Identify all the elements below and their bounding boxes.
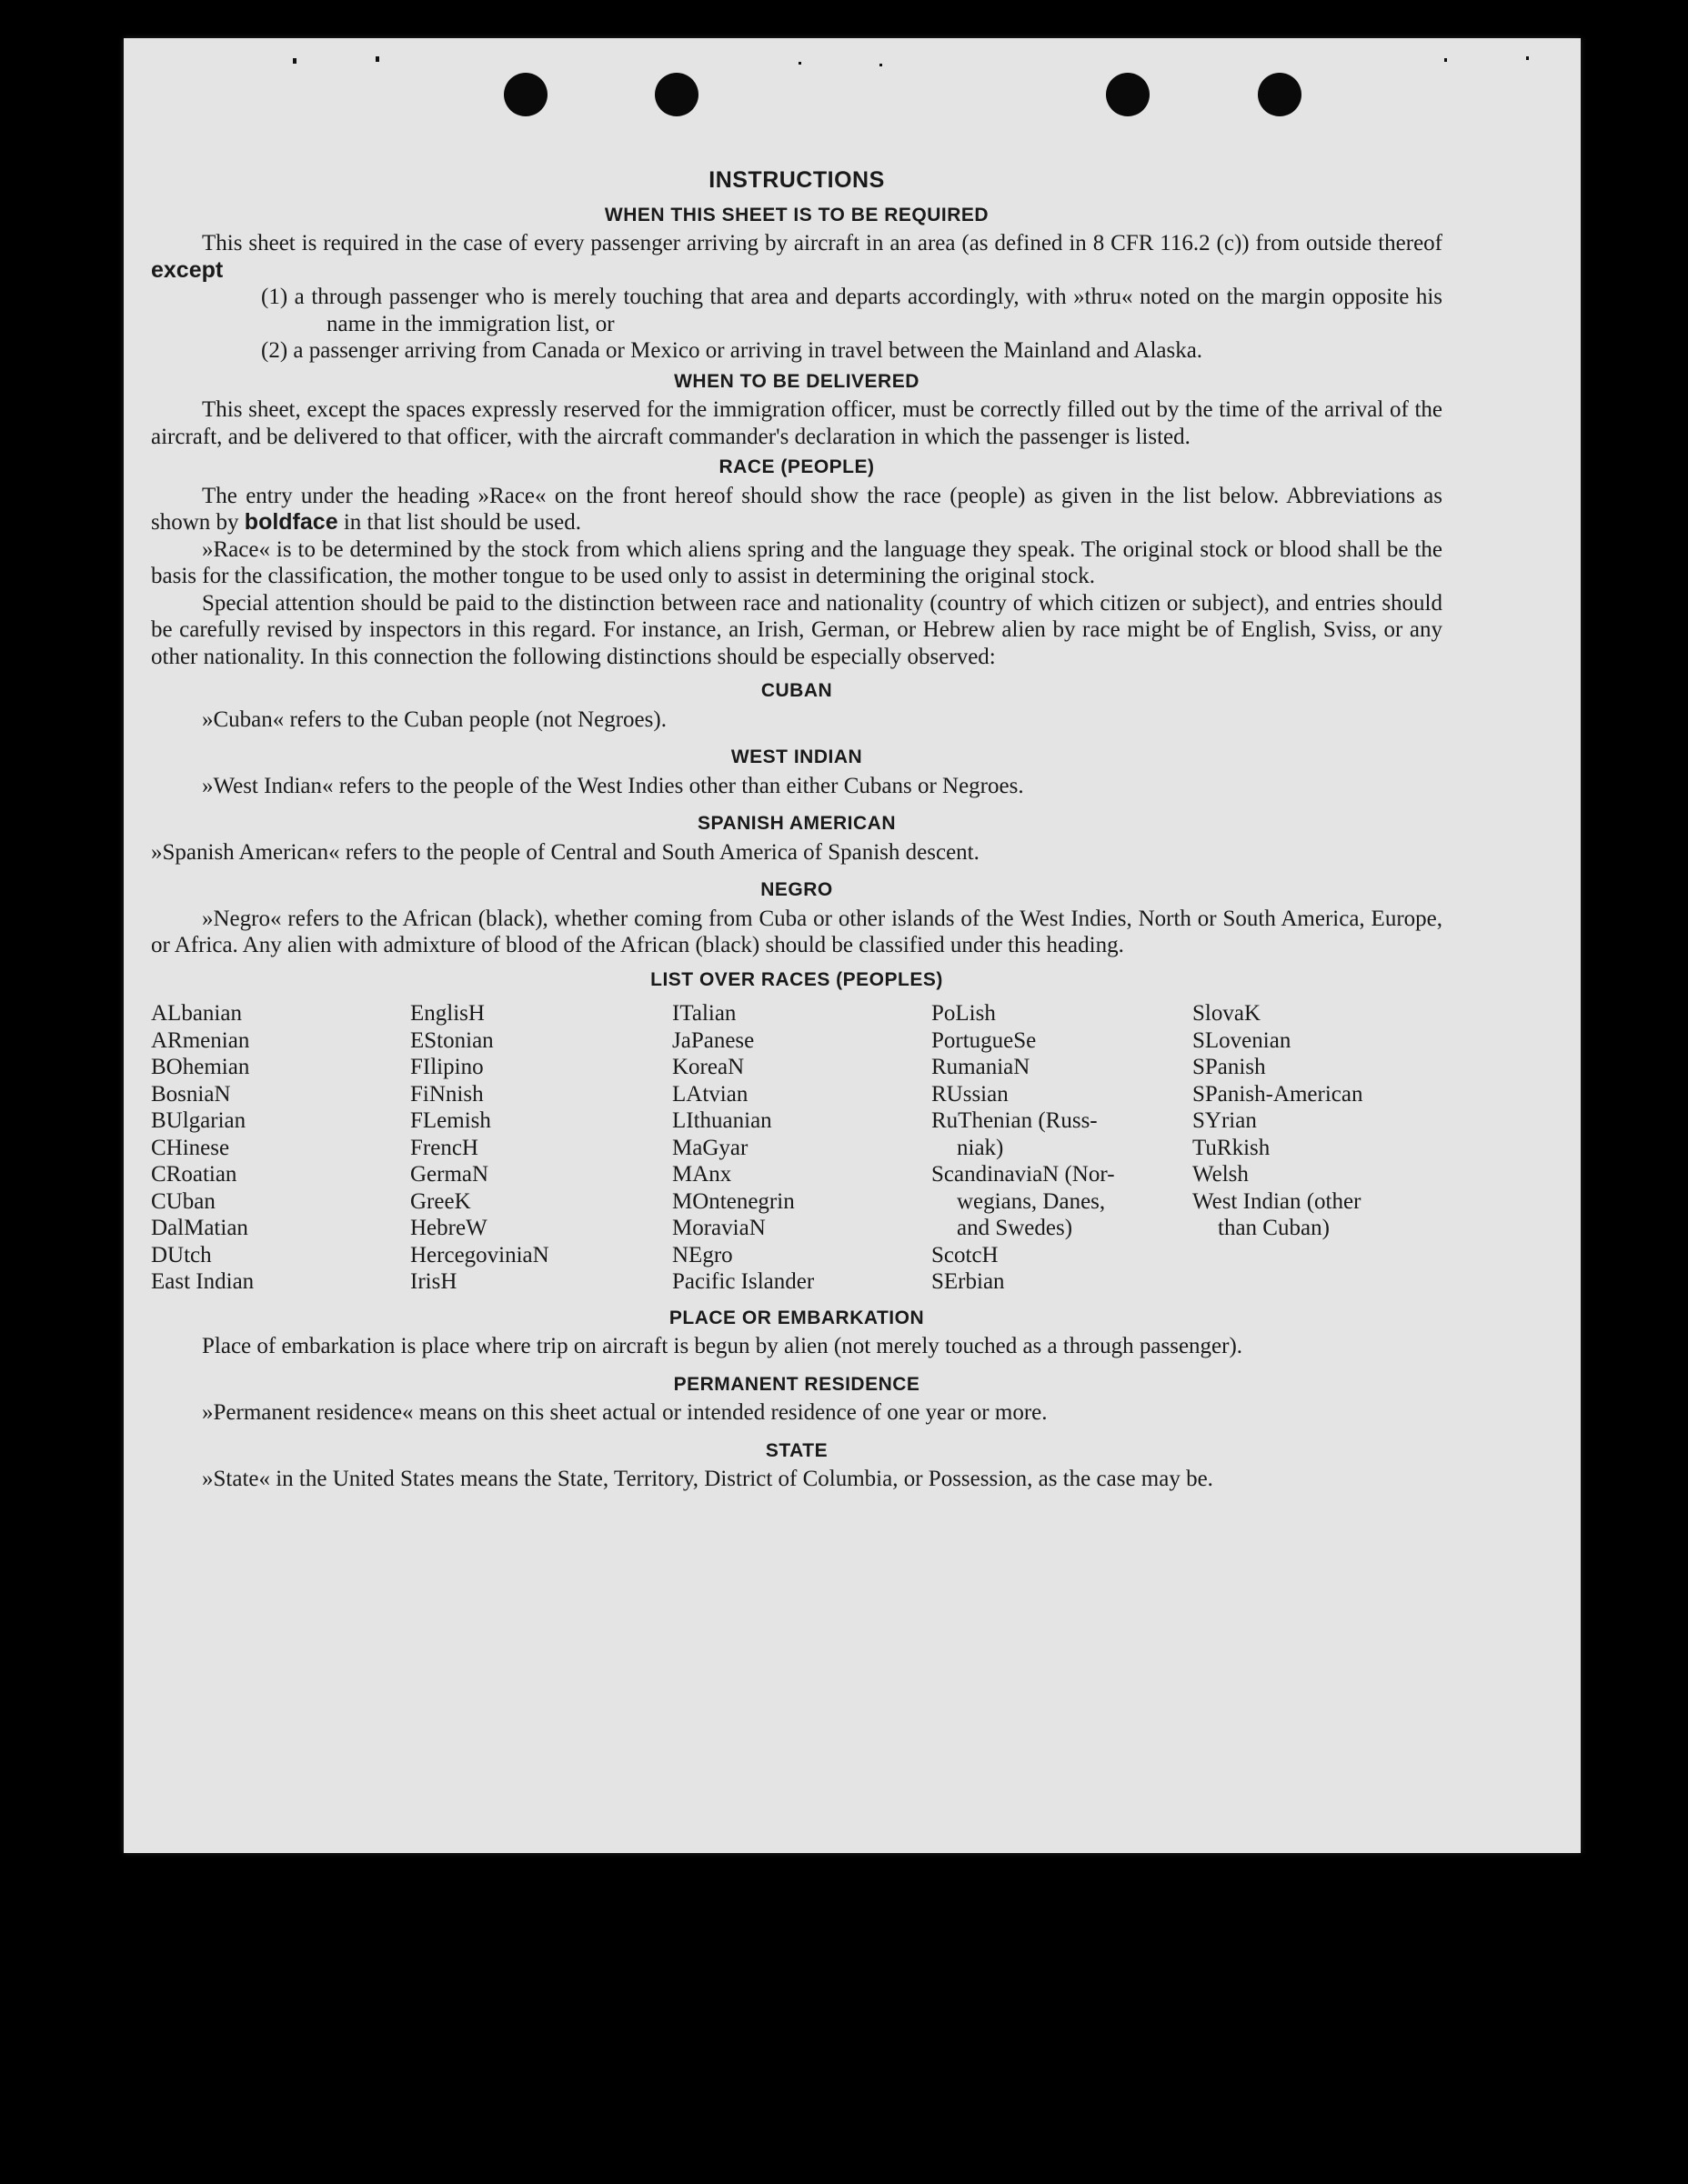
speck-mark	[879, 64, 882, 66]
cuban-text: »Cuban« refers to the Cuban people (not Negroes).	[202, 706, 667, 732]
race-entry: SPanish-American	[1192, 1081, 1363, 1107]
page-title: INSTRUCTIONS	[708, 167, 885, 193]
race-entry: IrisH	[410, 1269, 457, 1294]
race-entry: BUlgarian	[151, 1108, 246, 1133]
required-intro-bold: except	[151, 256, 224, 283]
speck-mark	[1526, 56, 1529, 60]
race-entry: JaPanese	[672, 1027, 755, 1053]
race-entry: KoreaN	[672, 1055, 745, 1079]
races-column-5	[1192, 1000, 1442, 1296]
race-entry-continuation: wegians, Danes,	[957, 1188, 1106, 1214]
race-entry: SlovaK	[1192, 1001, 1261, 1026]
race-paragraph-3: Special attention should be paid to the distinction between race and nationality (country of which citizen or subject), and entries should be carefully revised by inspectors in this regard. For instance, an Irish, German, or Hebrew alien by race might be of English, Sviss, or any other nationality. In this connection the following distinctions should be especially observed:	[151, 590, 1442, 669]
race-entry: BosniaN	[151, 1081, 231, 1107]
section-heading-negro: NEGRO	[760, 879, 833, 900]
race-entry: CHinese	[151, 1135, 230, 1160]
section-heading-residence: PERMANENT RESIDENCE	[673, 1373, 920, 1395]
race-entry: East Indian	[151, 1269, 255, 1294]
instructions-content	[151, 162, 1442, 1493]
required-item-2: (2) a passenger arriving from Canada or Mexico or arriving in travel between the Mainland and Alaska.	[261, 338, 1203, 363]
west-indian-text: »West Indian« refers to the people of the West Indies other than either Cubans or Negroes.	[202, 773, 1024, 798]
race-entry: SYrian	[1192, 1108, 1257, 1133]
race-entry: ScandinaviaN (Nor-	[931, 1162, 1115, 1187]
race-entry: LAtvian	[672, 1081, 749, 1107]
punch-hole	[655, 73, 698, 116]
race-entry: West Indian (other	[1192, 1188, 1361, 1214]
section-heading-embarkation: PLACE OR EMBARKATION	[668, 1307, 925, 1328]
races-column-1	[151, 1000, 410, 1296]
race-entry: FIlipino	[410, 1055, 484, 1079]
spanish-american-text: »Spanish American« refers to the people of Central and South America of Spanish descent.	[151, 839, 980, 865]
speck-mark	[376, 56, 379, 62]
punch-hole	[504, 73, 548, 116]
race-entry: ALbanian	[151, 1001, 242, 1026]
state-text: »State« in the United States means the State, Territory, District of Columbia, or Possession, as the case may be.	[202, 1467, 1213, 1491]
race-entry: MAnx	[672, 1162, 732, 1187]
race-entry: MOntenegrin	[672, 1188, 795, 1214]
speck-mark	[293, 58, 296, 64]
race-entry: Welsh	[1192, 1162, 1249, 1187]
required-intro	[151, 230, 1442, 284]
race-entry-continuation: than Cuban)	[1218, 1216, 1330, 1240]
race-paragraph-2: »Race« is to be determined by the stock from which aliens spring and the language they speak. The original stock or blood shall be the basis for the classification, the mother tongue to be used only to assist in determining the original stock.	[151, 536, 1442, 588]
race-entry-continuation: and Swedes)	[957, 1216, 1073, 1240]
races-column-2	[410, 1000, 672, 1296]
races-column-3	[672, 1000, 931, 1296]
race-entry: SPanish	[1192, 1055, 1266, 1079]
race-entry: SErbian	[931, 1269, 1005, 1294]
races-column-4	[931, 1000, 1192, 1296]
race-entry: GermaN	[410, 1162, 489, 1187]
race-entry: RUssian	[931, 1081, 1009, 1107]
race-entry: ITalian	[672, 1001, 737, 1026]
embarkation-text: Place of embarkation is place where trip on aircraft is begun by alien (not merely touched as a through passenger).	[202, 1334, 1243, 1358]
section-heading-races-list: LIST OVER RACES (PEOPLES)	[650, 968, 943, 990]
race-entry: ScotcH	[931, 1242, 999, 1267]
race-p1-text-b: in that list should be used.	[343, 510, 581, 535]
race-entry: PortugueSe	[931, 1027, 1037, 1053]
required-item-1: (1) a through passenger who is merely touching that area and departs accordingly, with »thru« noted on the margin opposite his name in the immigration list, or	[261, 285, 1442, 336]
delivered-text: This sheet, except the spaces expressly reserved for the immigration officer, must be correctly filled out by the time of the arrival of the aircraft, and be delivered to that officer, with the aircraft commander's declaration in which the passenger is listed.	[151, 397, 1442, 449]
race-entry: LIthuanian	[672, 1108, 772, 1133]
punch-hole	[1258, 73, 1301, 116]
race-entry: HercegoviniaN	[410, 1242, 549, 1267]
section-heading-state: STATE	[765, 1439, 829, 1461]
race-entry: CUban	[151, 1188, 216, 1214]
races-list-grid	[151, 1000, 1442, 1296]
race-entry: EStonian	[410, 1027, 494, 1053]
section-heading-required: WHEN THIS SHEET IS TO BE REQUIRED	[604, 204, 990, 225]
section-heading-cuban: CUBAN	[760, 680, 833, 701]
race-entry: MaGyar	[672, 1135, 749, 1160]
residence-text: »Permanent residence« means on this sheet actual or intended residence of one year or more.	[202, 1400, 1048, 1425]
race-entry: FrencH	[410, 1135, 478, 1160]
race-entry: PoLish	[931, 1001, 996, 1026]
race-entry: ARmenian	[151, 1027, 250, 1053]
section-heading-west-indian: WEST INDIAN	[730, 746, 863, 767]
race-entry: DUtch	[151, 1242, 212, 1267]
race-entry: NEgro	[672, 1242, 733, 1267]
race-paragraph-1	[151, 483, 1442, 536]
required-intro-text: This sheet is required in the case of every passenger arriving by aircraft in an area (as defined in 8 CFR 116.2 (c)) from outside thereof	[202, 231, 1442, 255]
section-heading-race: RACE (PEOPLE)	[718, 456, 875, 477]
section-heading-spanish-american: SPANISH AMERICAN	[697, 813, 896, 834]
race-entry: Pacific Islander	[672, 1269, 815, 1294]
race-entry: FiNnish	[410, 1081, 484, 1107]
punch-hole	[1106, 73, 1150, 116]
race-entry: FLemish	[410, 1108, 491, 1133]
race-p1-bold: boldface	[244, 509, 338, 535]
race-entry: RuThenian (Russ-	[931, 1108, 1098, 1133]
document-sheet	[124, 38, 1581, 1853]
race-entry: DalMatian	[151, 1216, 248, 1240]
race-entry: TuRkish	[1192, 1135, 1271, 1160]
race-entry: EnglisH	[410, 1001, 485, 1026]
race-entry: CRoatian	[151, 1162, 237, 1187]
race-entry: BOhemian	[151, 1055, 250, 1079]
race-entry: SLovenian	[1192, 1027, 1291, 1053]
negro-text: »Negro« refers to the African (black), whether coming from Cuba or other islands of the West Indies, North or South America, Europe, or Africa. Any alien with admixture of blood of the African (black) should be classified under this heading.	[151, 906, 1442, 957]
section-heading-delivered: WHEN TO BE DELIVERED	[674, 370, 919, 392]
race-entry-continuation: niak)	[957, 1135, 1004, 1160]
race-entry: RumaniaN	[931, 1055, 1030, 1079]
race-entry: GreeK	[410, 1188, 471, 1214]
race-p1-text-a: The entry under the heading »Race« on the front hereof should show the race (people) as given in the list below. Abbreviations as shown by	[151, 483, 1442, 535]
race-entry: MoraviaN	[672, 1216, 766, 1240]
speck-mark	[799, 62, 801, 65]
speck-mark	[1444, 58, 1447, 62]
race-entry: HebreW	[410, 1216, 487, 1240]
